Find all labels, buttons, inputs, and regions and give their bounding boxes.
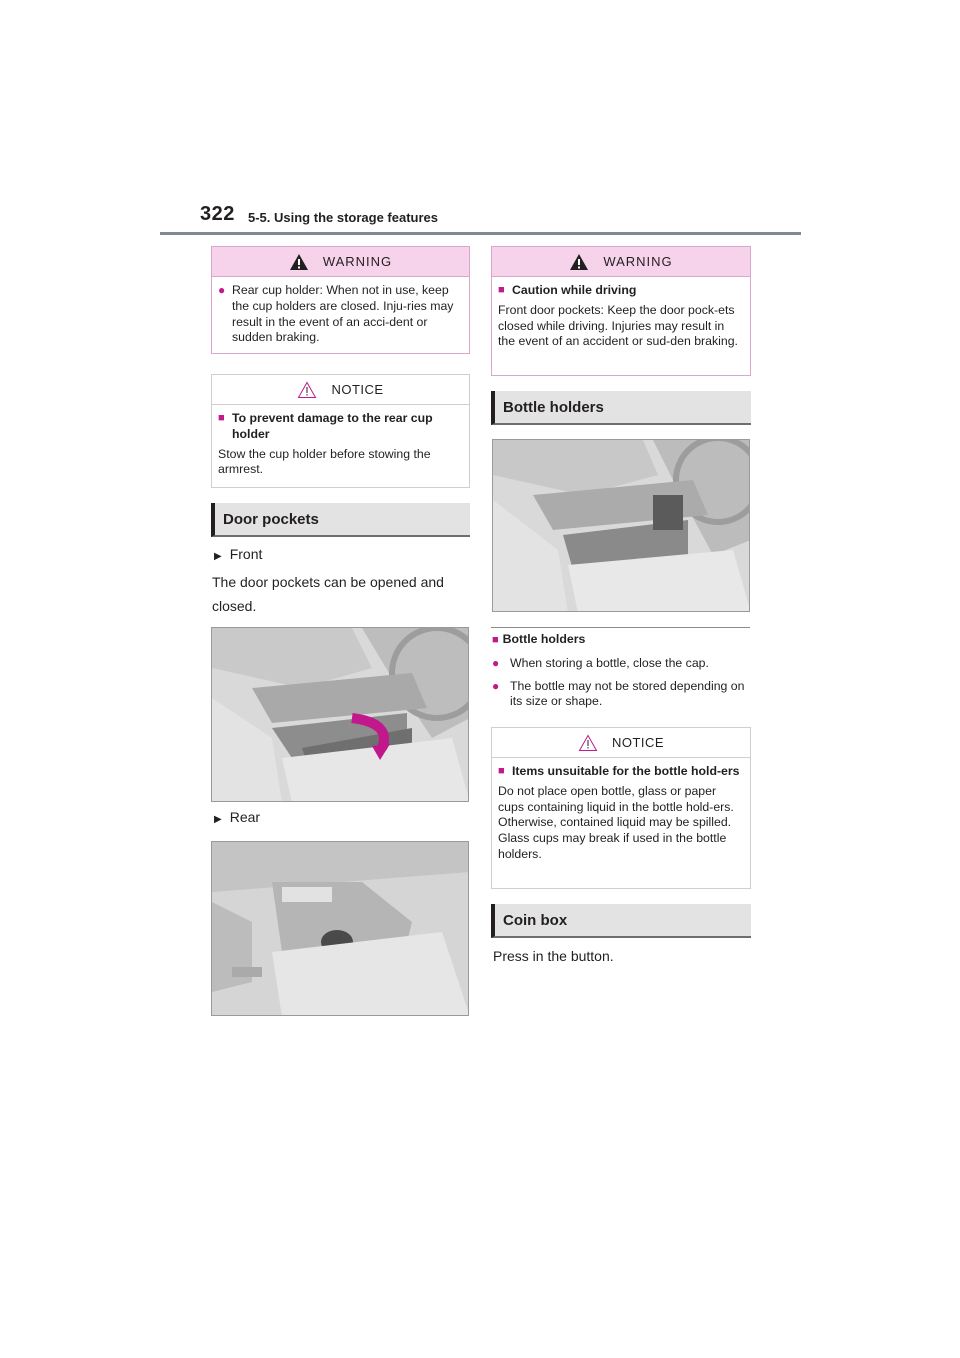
bottle-holders-notes xyxy=(492,632,750,710)
rear-door-pocket-image xyxy=(211,841,469,1016)
bottle-notice-box xyxy=(491,727,751,889)
coin-box-text: Press in the button. xyxy=(493,948,614,964)
notice-subheading-text: Items unsuitable for the bottle hold-ers xyxy=(512,764,740,778)
bullet-icon: ● xyxy=(492,678,500,693)
rear-cup-notice-box xyxy=(211,374,470,488)
square-bullet-icon: ■ xyxy=(498,765,505,777)
notice-subheading-text: To prevent damage to the rear cup holder xyxy=(232,411,433,441)
square-bullet-icon: ■ xyxy=(218,412,225,424)
warning-title: WARNING xyxy=(322,254,393,269)
header-rule xyxy=(160,232,801,235)
square-bullet-icon: ■ xyxy=(498,284,505,296)
notice-triangle-icon xyxy=(578,734,598,752)
bottle-bullet xyxy=(492,656,750,672)
warning-body xyxy=(492,277,750,358)
notice-subheading xyxy=(218,411,463,443)
notice-subheading xyxy=(498,764,744,780)
rear-label-text: Rear xyxy=(229,809,261,825)
notice-text: Stow the cup holder before stowing the armrest. xyxy=(218,446,431,477)
notice-header xyxy=(212,375,469,405)
warning-header xyxy=(492,247,750,277)
warning-subheading-text: Caution while driving xyxy=(512,283,637,297)
bottle-holders-heading-text: Bottle holders xyxy=(503,398,604,416)
rear-label xyxy=(214,805,260,832)
arrow-icon: ▶ xyxy=(214,814,222,825)
warning-triangle-icon xyxy=(569,253,589,271)
section-title: 5-5. Using the storage features xyxy=(248,210,438,225)
notice-title: NOTICE xyxy=(611,735,665,750)
front-description: The door pockets can be opened and closed. xyxy=(212,574,444,614)
bottle-bullet xyxy=(492,679,750,711)
warning-text: Front door pockets: Keep the door pock-ets closed while driving. Injuries may result in the event of an accident or sud-den braking. xyxy=(498,302,738,349)
notice-title: NOTICE xyxy=(331,382,384,397)
door-pockets-heading xyxy=(211,503,470,537)
notice-text: Do not place open bottle, glass or paper cups containing liquid in the bottle hold-ers. Otherwise, contained liquid may be spilled. Glass cups may break if used in the bottle holders. xyxy=(498,783,734,861)
warning-triangle-icon xyxy=(289,253,309,271)
front-door-pocket-image xyxy=(211,627,469,802)
warning-item xyxy=(218,283,463,346)
front-label xyxy=(214,542,262,569)
notice-body xyxy=(212,405,469,486)
bottle-note-heading xyxy=(492,632,750,649)
warning-subheading xyxy=(498,283,744,299)
warning-item-text: Rear cup holder: When not in use, keep the cup holders are closed. Inju-ries may result in the event of an acci-dent or sudden braking. xyxy=(232,283,454,345)
rear-cup-warning-box xyxy=(211,246,470,354)
warning-body xyxy=(212,277,469,354)
warning-header xyxy=(212,247,469,277)
notice-triangle-icon xyxy=(297,381,317,399)
coin-box-heading xyxy=(491,904,751,938)
warning-title: WARNING xyxy=(603,254,673,269)
door-pockets-heading-text: Door pockets xyxy=(223,510,319,528)
coin-box-heading-text: Coin box xyxy=(503,911,568,929)
page-number: 322 xyxy=(200,203,235,225)
square-bullet-icon: ■ xyxy=(492,634,499,646)
bottle-holders-heading xyxy=(491,391,751,425)
notice-header xyxy=(492,728,750,758)
arrow-icon: ▶ xyxy=(214,551,222,562)
door-pocket-warning-box xyxy=(491,246,751,376)
bullet-icon: ● xyxy=(492,655,500,670)
bottle-note-heading-text: Bottle holders xyxy=(502,632,586,646)
notice-body xyxy=(492,758,750,871)
bottle-holder-image xyxy=(492,439,750,612)
bottle-bullet-text: When storing a bottle, close the cap. xyxy=(510,655,709,670)
bottle-bullet-text: The bottle may not be stored depending on its size or shape. xyxy=(510,678,745,709)
bullet-icon: ● xyxy=(218,283,226,297)
front-label-text: Front xyxy=(229,546,263,562)
bottle-section-rule xyxy=(491,627,750,628)
